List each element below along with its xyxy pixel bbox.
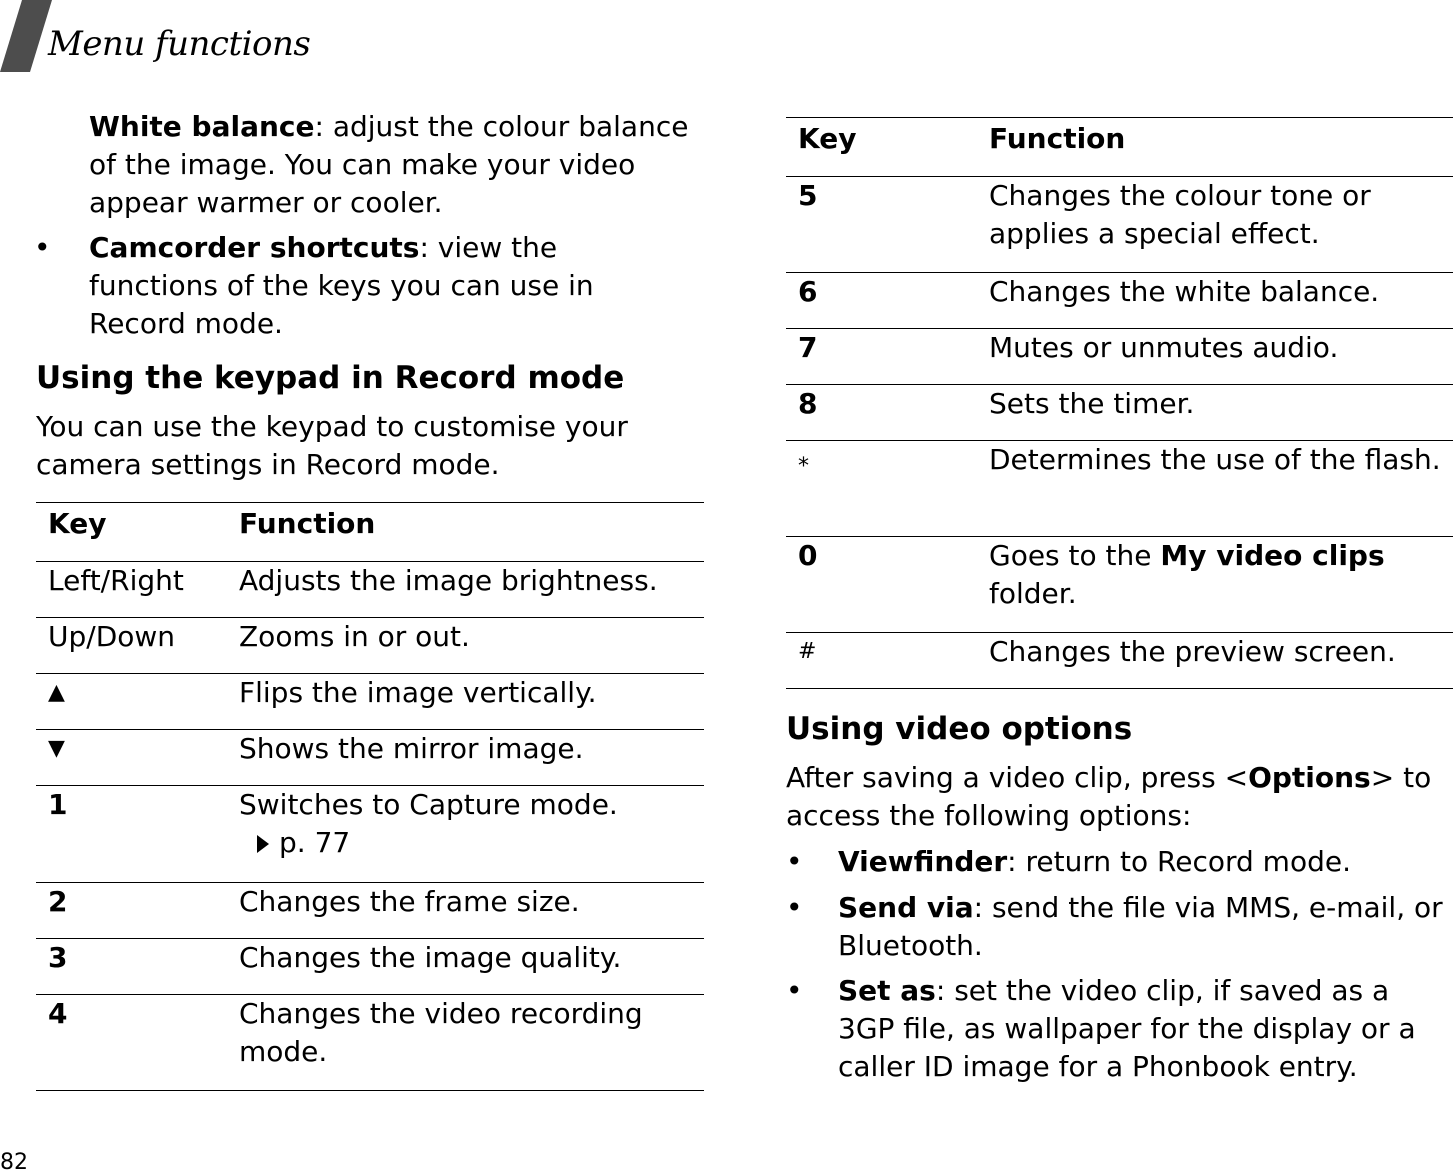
function-cell: Mutes or unmutes audio. [989,331,1339,364]
video-options-heading: Using video options [786,711,1133,747]
page-reference[interactable]: p. 77 [279,826,351,859]
function-cell: Changes the white balance. [989,275,1380,308]
function-cell: Adjusts the image brightness. [239,564,658,597]
function-cell [227,786,704,883]
function-text: Switches to Capture mode. [239,788,618,821]
bullet-icon: • [786,845,803,878]
key-column-header: Key [798,122,857,155]
function-cell: Changes the image quality. [239,941,622,974]
table-header-row [36,503,704,562]
set-as-term: Set as [838,974,936,1007]
function-cell: Changes the preview screen. [989,635,1396,668]
bullet-icon: • [34,231,51,264]
table-row [36,562,704,618]
key-cell: 2 [48,885,68,918]
key-cell: 1 [48,788,68,821]
up-arrow-key-icon: ▲ [48,680,65,705]
key-column-header: Key [48,507,107,540]
white-balance-item [89,108,701,222]
key-cell: Left/Right [48,564,184,597]
key-cell: 3 [48,941,68,974]
key-cell: 6 [798,275,818,308]
options-softkey-label: Options [1248,761,1371,794]
function-text: folder. [989,577,1077,610]
table-row [36,674,704,730]
function-cell: Flips the image vertically. [239,676,597,709]
function-column-header: Function [239,507,376,540]
function-cell: Changes the colour tone or applies a special effect. [989,179,1371,250]
function-cell: Shows the mirror image. [239,732,584,765]
table-row [786,385,1453,441]
camcorder-shortcuts-text: : view the functions of the keys you can use in Record mode. [89,231,594,340]
key-cell: 0 [798,539,818,572]
viewfinder-text: : return to Record mode. [1007,845,1351,878]
function-cell: Determines the use of the flash. [989,443,1441,476]
function-column-header: Function [989,122,1126,155]
white-balance-term: White balance [89,110,315,143]
function-cell [977,537,1453,633]
key-cell: 7 [798,331,818,364]
table-row [36,730,704,786]
table-header-row [786,118,1453,177]
keypad-heading: Using the keypad in Record mode [36,360,625,396]
viewfinder-option [838,843,1450,881]
function-text: Goes to the [989,539,1161,572]
page-reference-arrow-icon [257,835,269,853]
intro-text: After saving a video clip, press < [786,761,1249,794]
camcorder-shortcuts-item [89,229,649,343]
table-row [36,883,704,939]
bullet-icon: • [786,891,803,924]
table-row [36,939,704,995]
table-row [36,995,704,1091]
send-via-text: : send the file via MMS, e-mail, or Bluetooth. [838,891,1443,962]
function-cell: Sets the timer. [989,387,1195,420]
table-row [786,441,1453,537]
running-header: Menu functions [48,24,311,64]
keypad-intro: You can use the keypad to customise your camera settings in Record mode. [36,410,628,481]
send-via-option [838,889,1450,965]
header-stripe-icon [0,0,52,72]
down-arrow-key-icon: ▼ [48,736,65,761]
key-cell: Up/Down [48,620,176,653]
function-cell: Zooms in or out. [239,620,470,653]
viewfinder-term: Viewfinder [838,845,1008,878]
intro-text: > to access the following options: [786,761,1432,832]
table-row [786,273,1453,329]
key-cell: 4 [48,997,68,1030]
star-key-icon: ⁎ [798,447,809,472]
record-keys-table-continued [786,117,1453,689]
function-cell: Changes the video recording mode. [239,997,643,1068]
my-video-clips-term: My video clips [1160,539,1385,572]
set-as-option [838,972,1450,1086]
set-as-text: : set the video clip, if saved as a 3GP file, as wallpaper for the display or a caller ID image for a Phonbook entry. [838,974,1416,1083]
page-number: 82 [0,1150,28,1175]
record-keys-table [36,502,704,1091]
camcorder-shortcuts-term: Camcorder shortcuts [89,231,420,264]
table-row [786,329,1453,385]
send-via-term: Send via [838,891,974,924]
bullet-icon: • [786,974,803,1007]
table-row [36,786,704,883]
function-cell: Changes the frame size. [239,885,580,918]
key-cell: 8 [798,387,818,420]
key-cell: 5 [798,179,818,212]
table-row [36,618,704,674]
table-row [786,177,1453,273]
table-row [786,537,1453,633]
hash-key-icon: # [798,639,817,664]
white-balance-text: : adjust the colour balance of the image. You can make your video appear warmer or cooler. [89,110,689,219]
video-options-intro [786,759,1450,835]
table-row [786,633,1453,689]
